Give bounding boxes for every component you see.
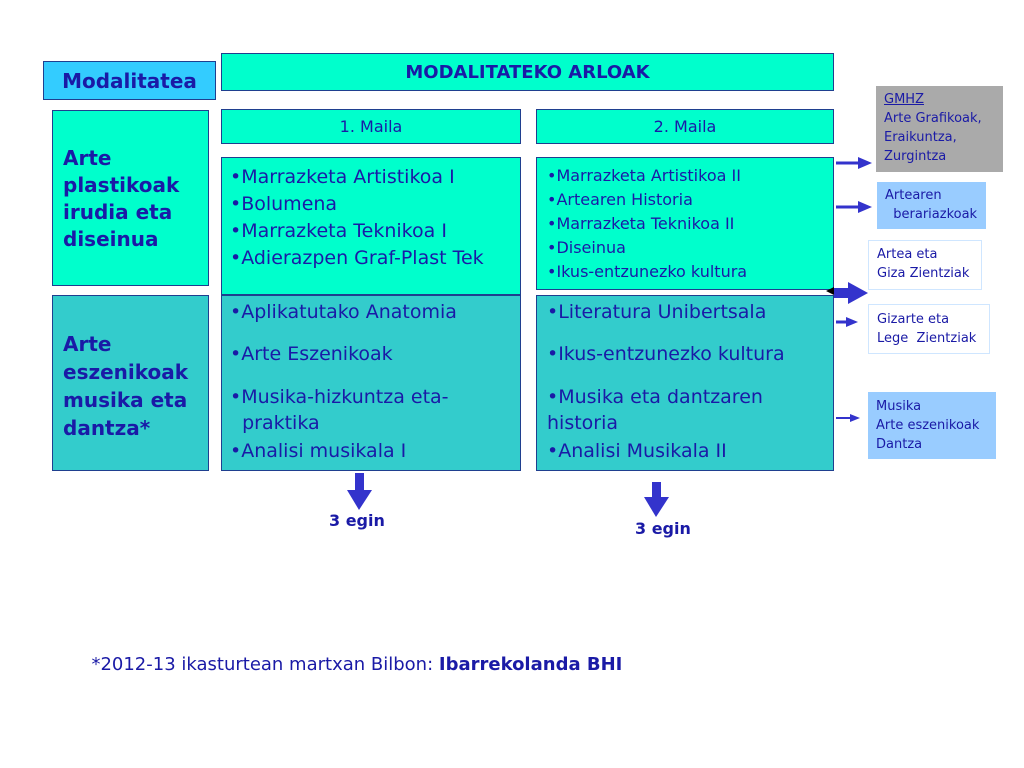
arrow-right-icon — [836, 157, 872, 169]
subject-item: •Analisi Musikala II — [547, 440, 727, 462]
subject-item: •Ikus-entzunezko kultura — [547, 262, 748, 281]
modality-line: Arte — [63, 146, 112, 170]
subject-item: •Marrazketa Teknikoa II — [547, 214, 735, 233]
modality-line: plastikoak — [63, 173, 180, 197]
subject-item: •Musika-hizkuntza eta- — [230, 386, 449, 408]
arrow-right-icon — [836, 317, 858, 327]
subject-item: •Literatura Unibertsala — [547, 301, 767, 323]
school-name: Ibarrekolanda BHI — [438, 654, 623, 675]
side-line: Giza Zientziak — [877, 266, 970, 281]
modality-line: eszenikoak — [63, 360, 189, 384]
subject-item: •Diseinua — [547, 238, 626, 257]
small-arrow-icon — [826, 287, 834, 295]
subject-item: •Musika eta dantzaren — [547, 386, 763, 408]
level-1-header: 1. Maila — [221, 109, 521, 144]
subject-item: •Marrazketa Artistikoa II — [547, 166, 741, 185]
subject-item: •Aplikatutako Anatomia — [230, 301, 457, 323]
side-line: Artearen — [885, 188, 942, 203]
modality-line: dantza* — [63, 416, 151, 440]
side-line: Arte Grafikoak, — [884, 111, 982, 126]
subject-item: historia — [547, 412, 619, 434]
side-line: Eraikuntza, — [884, 130, 957, 145]
arrow-down-icon — [347, 473, 372, 510]
choose-three-level1: 3 egin — [329, 511, 385, 530]
modality-line: irudia eta — [63, 200, 173, 224]
choose-three-level2: 3 egin — [635, 519, 691, 538]
side-line: Gizarte eta — [877, 312, 950, 327]
footnote-text: *2012-13 ikasturtean martxan Bilbon: — [91, 654, 439, 675]
subject-item: •Arte Eszenikoak — [230, 343, 393, 365]
arrow-right-icon — [836, 414, 860, 422]
gmhz-link[interactable]: GMHZ — [884, 92, 924, 107]
subject-item: •Bolumena — [230, 193, 338, 215]
side-line: Zurgintza — [884, 149, 947, 164]
level-2-header: 2. Maila — [536, 109, 834, 144]
modality-line: diseinua — [63, 227, 159, 251]
modalitatea-label: Modalitatea — [43, 61, 216, 100]
side-line: berariazkoak — [885, 207, 978, 222]
subject-item: •Artearen Historia — [547, 190, 693, 209]
side-line: Lege Zientziak — [877, 331, 977, 346]
modality-line: musika eta — [63, 388, 188, 412]
side-line: Artea eta — [877, 247, 938, 262]
subject-item: •Marrazketa Artistikoa I — [230, 166, 455, 188]
footnote — [80, 633, 622, 675]
modality-line: Arte — [63, 332, 112, 356]
subject-item: •Adierazpen Graf-Plast Tek — [230, 247, 484, 269]
subject-item: •Marrazketa Teknikoa I — [230, 220, 447, 242]
side-line: Dantza — [876, 437, 923, 452]
subject-item: praktika — [230, 412, 320, 434]
arrow-right-icon — [836, 201, 872, 213]
subject-item: •Ikus-entzunezko kultura — [547, 343, 785, 365]
arrow-right-icon — [834, 282, 868, 304]
modalitateko-arloak-header: MODALITATEKO ARLOAK — [221, 53, 834, 91]
side-line: Musika — [876, 399, 922, 414]
arrow-down-icon — [644, 482, 669, 517]
subject-item: •Analisi musikala I — [230, 440, 407, 462]
side-line: Arte eszenikoak — [876, 418, 980, 433]
